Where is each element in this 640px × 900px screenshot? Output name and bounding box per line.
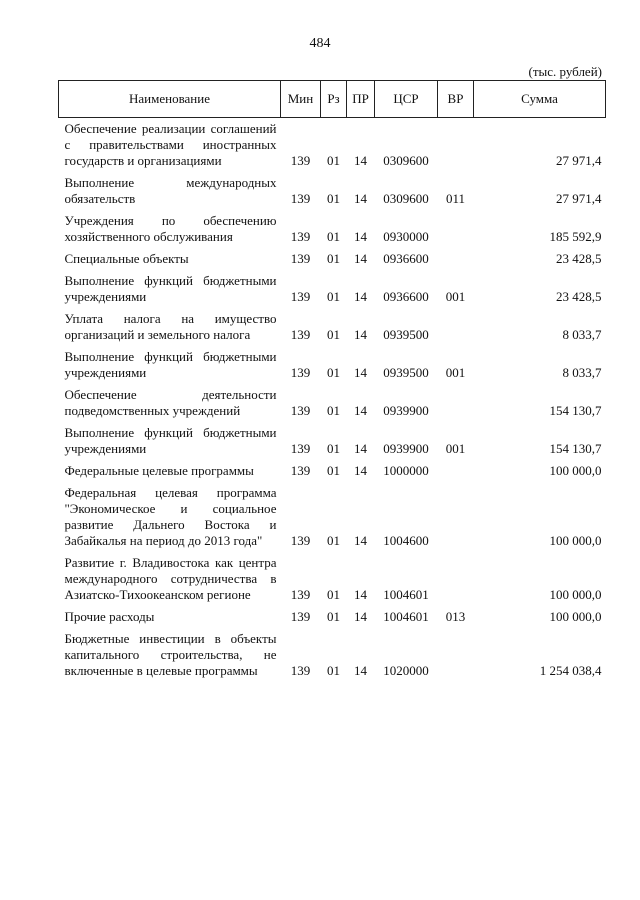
- cell-sum: 100 000,0: [549, 463, 602, 478]
- table-body: [59, 118, 606, 683]
- cell-csr: 1004600: [383, 533, 429, 548]
- cell-pr: 14: [354, 441, 367, 456]
- cell-name: Обеспечение реализации соглашений с правительствами иностранных государств и организациями: [64, 121, 277, 168]
- cell-vr: 001: [445, 441, 466, 456]
- cell-rz: 01: [327, 663, 340, 678]
- cell-sum: 8 033,7: [562, 365, 602, 380]
- table-row: [59, 248, 606, 270]
- cell-sum: 154 130,7: [549, 403, 602, 418]
- cell-csr: 1020000: [383, 663, 429, 678]
- cell-pr: 14: [354, 403, 367, 418]
- table-row: [59, 210, 606, 248]
- cell-pr: 14: [354, 191, 367, 206]
- table-row: [59, 346, 606, 384]
- cell-min: 139: [290, 533, 311, 548]
- table-row: [59, 482, 606, 552]
- cell-min: 139: [290, 663, 311, 678]
- cell-pr: 14: [354, 609, 367, 624]
- cell-min: 139: [290, 463, 311, 478]
- table-row: [59, 172, 606, 210]
- cell-rz: 01: [327, 251, 340, 266]
- cell-pr: 14: [354, 587, 367, 602]
- cell-name: Прочие расходы: [64, 609, 155, 624]
- cell-vr: 001: [445, 289, 466, 304]
- cell-csr: 0939900: [383, 441, 429, 456]
- page-number: 484: [309, 36, 331, 51]
- cell-name: Федеральные целевые программы: [64, 463, 254, 478]
- cell-pr: 14: [354, 153, 367, 168]
- cell-csr: 1004601: [383, 609, 429, 624]
- table-row: [59, 606, 606, 628]
- header-vr: ВР: [438, 81, 474, 118]
- cell-pr: 14: [354, 251, 367, 266]
- cell-pr: 14: [354, 229, 367, 244]
- cell-rz: 01: [327, 327, 340, 342]
- cell-name: Специальные объекты: [64, 251, 189, 266]
- cell-rz: 01: [327, 587, 340, 602]
- cell-vr: [438, 210, 474, 248]
- cell-sum: 100 000,0: [549, 587, 602, 602]
- cell-csr: 0930000: [383, 229, 429, 244]
- table-row: [59, 628, 606, 682]
- cell-csr: 1000000: [383, 463, 429, 478]
- header-name: Наименование: [59, 81, 281, 118]
- table-row: [59, 270, 606, 308]
- budget-table: [58, 80, 606, 682]
- cell-name: Выполнение международных обязательств: [64, 175, 277, 206]
- table-row: [59, 308, 606, 346]
- cell-sum: 8 033,7: [562, 327, 602, 342]
- cell-vr: [438, 118, 474, 173]
- cell-name: Обеспечение деятельности подведомственных учреждений: [64, 387, 277, 418]
- cell-rz: 01: [327, 403, 340, 418]
- cell-pr: 14: [354, 327, 367, 342]
- cell-min: 139: [290, 153, 311, 168]
- cell-rz: 01: [327, 153, 340, 168]
- cell-sum: 100 000,0: [549, 533, 602, 548]
- cell-vr: [438, 482, 474, 552]
- cell-rz: 01: [327, 533, 340, 548]
- table-row: [59, 460, 606, 482]
- cell-name: Выполнение функций бюджетными учреждениями: [64, 425, 277, 456]
- header-min: Мин: [281, 81, 321, 118]
- cell-vr: 013: [445, 609, 466, 624]
- cell-name: Выполнение функций бюджетными учреждениями: [64, 349, 277, 380]
- cell-pr: 14: [354, 289, 367, 304]
- cell-csr: 0936600: [383, 251, 429, 266]
- table-row: [59, 552, 606, 606]
- cell-vr: [438, 552, 474, 606]
- cell-sum: 100 000,0: [549, 609, 602, 624]
- cell-name: Федеральная целевая программа "Экономическое и социальное развитие Дальнего Востока и Забайкалья на период до 2013 года": [64, 485, 277, 548]
- cell-pr: 14: [354, 663, 367, 678]
- cell-min: 139: [290, 289, 311, 304]
- cell-vr: 011: [445, 191, 466, 206]
- cell-sum: 27 971,4: [556, 191, 602, 206]
- cell-sum: 27 971,4: [556, 153, 602, 168]
- header-sum: Сумма: [474, 81, 606, 118]
- header-csr: ЦСР: [375, 81, 438, 118]
- cell-name: Уплата налога на имущество организаций и земельного налога: [64, 311, 277, 342]
- cell-csr: 1004601: [383, 587, 429, 602]
- cell-csr: 0939500: [383, 365, 429, 380]
- cell-rz: 01: [327, 229, 340, 244]
- cell-vr: [438, 248, 474, 270]
- cell-pr: 14: [354, 365, 367, 380]
- cell-min: 139: [290, 365, 311, 380]
- cell-sum: 1 254 038,4: [539, 663, 602, 678]
- cell-vr: [438, 308, 474, 346]
- cell-vr: [438, 384, 474, 422]
- cell-pr: 14: [354, 463, 367, 478]
- cell-min: 139: [290, 251, 311, 266]
- cell-vr: 001: [445, 365, 466, 380]
- cell-sum: 185 592,9: [549, 229, 602, 244]
- table-header: [59, 81, 606, 118]
- cell-vr: [438, 460, 474, 482]
- cell-csr: 0309600: [383, 153, 429, 168]
- cell-min: 139: [290, 327, 311, 342]
- cell-csr: 0936600: [383, 289, 429, 304]
- header-rz: Рз: [321, 81, 347, 118]
- table-row: [59, 384, 606, 422]
- cell-sum: 154 130,7: [549, 441, 602, 456]
- cell-rz: 01: [327, 191, 340, 206]
- cell-pr: 14: [354, 533, 367, 548]
- cell-rz: 01: [327, 365, 340, 380]
- cell-rz: 01: [327, 289, 340, 304]
- cell-csr: 0939900: [383, 403, 429, 418]
- cell-min: 139: [290, 403, 311, 418]
- cell-sum: 23 428,5: [556, 251, 602, 266]
- cell-min: 139: [290, 587, 311, 602]
- cell-rz: 01: [327, 441, 340, 456]
- cell-min: 139: [290, 191, 311, 206]
- cell-min: 139: [290, 441, 311, 456]
- cell-name: Учреждения по обеспечению хозяйственного обслуживания: [64, 213, 277, 244]
- table-row: [59, 422, 606, 460]
- cell-rz: 01: [327, 463, 340, 478]
- cell-name: Развитие г. Владивостока как центра международного сотрудничества в Азиатско-Тихоокеанском регионе: [64, 555, 277, 602]
- cell-name: Выполнение функций бюджетными учреждениями: [64, 273, 277, 304]
- units-label: (тыс. рублей): [528, 64, 602, 79]
- table-row: [59, 118, 606, 173]
- cell-rz: 01: [327, 609, 340, 624]
- cell-min: 139: [290, 609, 311, 624]
- cell-sum: 23 428,5: [556, 289, 602, 304]
- cell-csr: 0309600: [383, 191, 429, 206]
- cell-name: Бюджетные инвестиции в объекты капитального строительства, не включенные в целевые программы: [64, 631, 277, 678]
- header-pr: ПР: [347, 81, 375, 118]
- cell-min: 139: [290, 229, 311, 244]
- cell-vr: [438, 628, 474, 682]
- cell-csr: 0939500: [383, 327, 429, 342]
